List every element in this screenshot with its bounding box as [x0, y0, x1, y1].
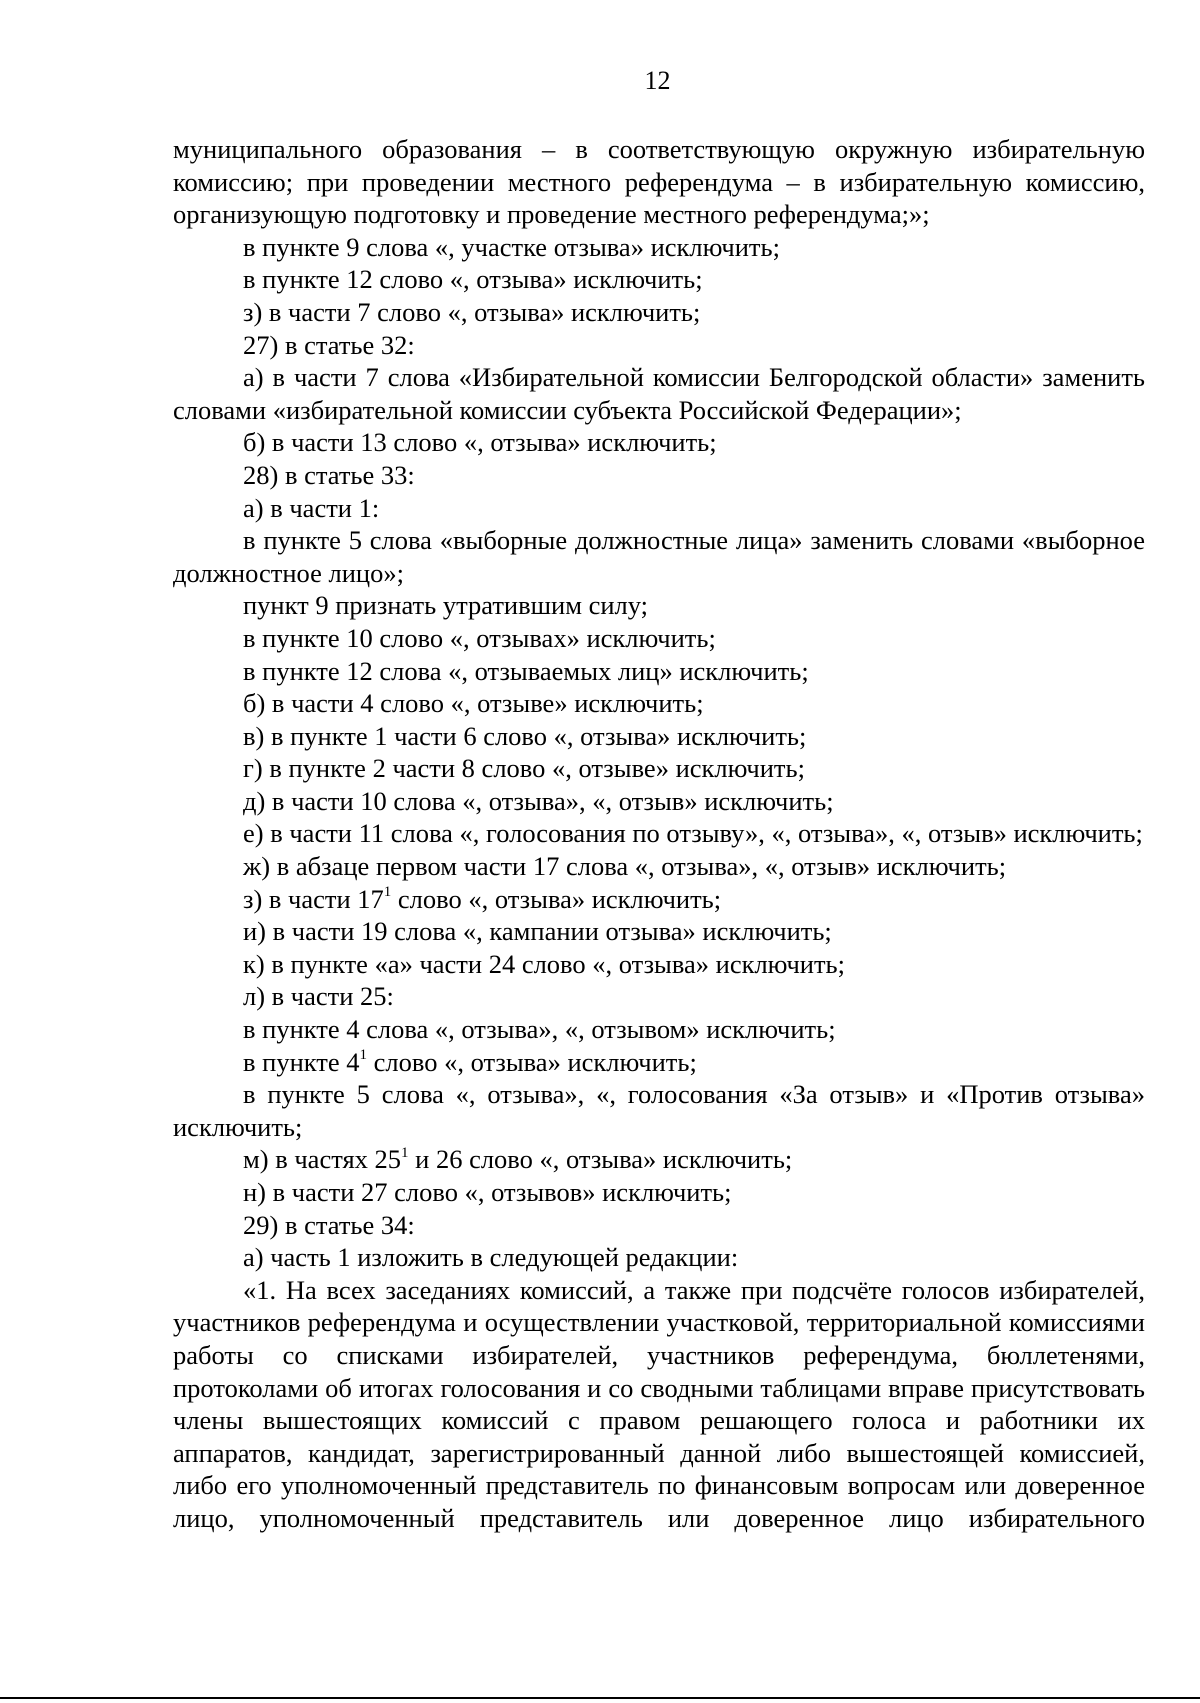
paragraph: а) часть 1 изложить в следующей редакции: — [243, 1242, 739, 1273]
paragraph: н) в части 27 слово «, отзывов» исключить; — [243, 1177, 732, 1207]
paragraph: г) в пункте 2 части 8 слово «, отзыве» исключить; — [243, 753, 805, 784]
paragraph: муниципального образования – в соответствующую окружную избирательную комиссию; при проведении местного референдума – в избирательную комиссию, организующую подготовку и проведение местного референдума;»; — [173, 134, 1145, 230]
paragraph: б) в части 4 слово «, отзыве» исключить; — [243, 688, 704, 719]
paragraph: 29) в статье 34: — [243, 1209, 415, 1240]
paragraph: к) в пункте «а» части 24 слово «, отзыва» исключить; — [243, 948, 846, 979]
paragraph: в пункте 4 слова «, отзыва», «, отзывом» исключить; — [243, 1014, 836, 1045]
paragraph: а) в части 1: — [243, 492, 380, 523]
paragraph: пункт 9 признать утратившим силу; — [243, 590, 649, 621]
paragraph: в пункте $4^1$ слово «, отзыва» исключить; — [243, 1046, 697, 1077]
paragraph: в) в пункте 1 части 6 слово «, отзыва» исключить; — [243, 720, 807, 751]
paragraph: в пункте 5 слова «выборные должностные лица» заменить словами «выборное должностное лицо»; — [173, 525, 1145, 588]
paragraph: а) в части 7 слова «Избирательной комиссии Белгородской области» заменить словами «избирательной комиссии субъекта Российской Федерации»; — [173, 362, 1145, 425]
paragraph: е) в части 11 слова «, голосования по отзыву», «, отзыва», «, отзыв» исключить; — [243, 818, 1143, 849]
document-body — [173, 133, 1145, 1535]
paragraph: д) в части 10 слова «, отзыва», «, отзыв» исключить; — [243, 785, 834, 816]
superscript: 1 — [401, 1144, 409, 1161]
paragraph: ж) в абзаце первом части 17 слова «, отзыва», «, отзыв» исключить; — [243, 851, 1007, 882]
paragraph: и) в части 19 слова «, кампании отзыва» исключить; — [243, 916, 832, 947]
paragraph: м) в частях $25^1$ и 26 слово «, отзыва» исключить; — [243, 1144, 793, 1175]
paragraph: з) в части 7 слово «, отзыва» исключить; — [243, 296, 701, 327]
paragraph: в пункте 9 слова «, участке отзыва» исключить; — [243, 231, 780, 262]
superscript: 1 — [359, 1046, 367, 1063]
paragraph: в пункте 12 слова «, отзываемых лиц» исключить; — [243, 655, 809, 686]
paragraph: в пункте 5 слова «, отзыва», «, голосования «За отзыв» и «Против отзыва» исключить; — [173, 1079, 1145, 1142]
paragraph: в пункте 12 слово «, отзыва» исключить; — [243, 264, 703, 295]
paragraph: л) в части 25: — [243, 981, 394, 1012]
superscript: 1 — [383, 883, 392, 900]
paragraph: «1. На всех заседаниях комиссий, а также при подсчёте голосов избирателей, участников референдума и осуществлении участковой, территориальной комиссиями работы со списками избирателей, участников референдума, бюллетенями, протоколами об итогах голосования и со сводными таблицами вправе присутствовать члены вышестоящих комиссий с правом решающего голоса и работники их аппаратов, кандидат, зарегистрированный данной либо вышестоящей комиссией, либо его уполномоченный представитель по финансовым вопросам или доверенное лицо, уполномоченный представитель или доверенное лицо избирательного — [173, 1274, 1145, 1533]
paragraph: з) в части $17^1$ слово «, отзыва» исключить; — [243, 883, 722, 914]
paragraph: в пункте 10 слово «, отзывах» исключить; — [243, 622, 716, 653]
paragraph: б) в части 13 слово «, отзыва» исключить; — [243, 427, 717, 458]
paragraph: 27) в статье 32: — [243, 329, 415, 360]
page-number: 12 — [644, 66, 671, 95]
page-bottom-edge — [0, 1697, 1200, 1699]
paragraph: 28) в статье 33: — [243, 459, 415, 490]
